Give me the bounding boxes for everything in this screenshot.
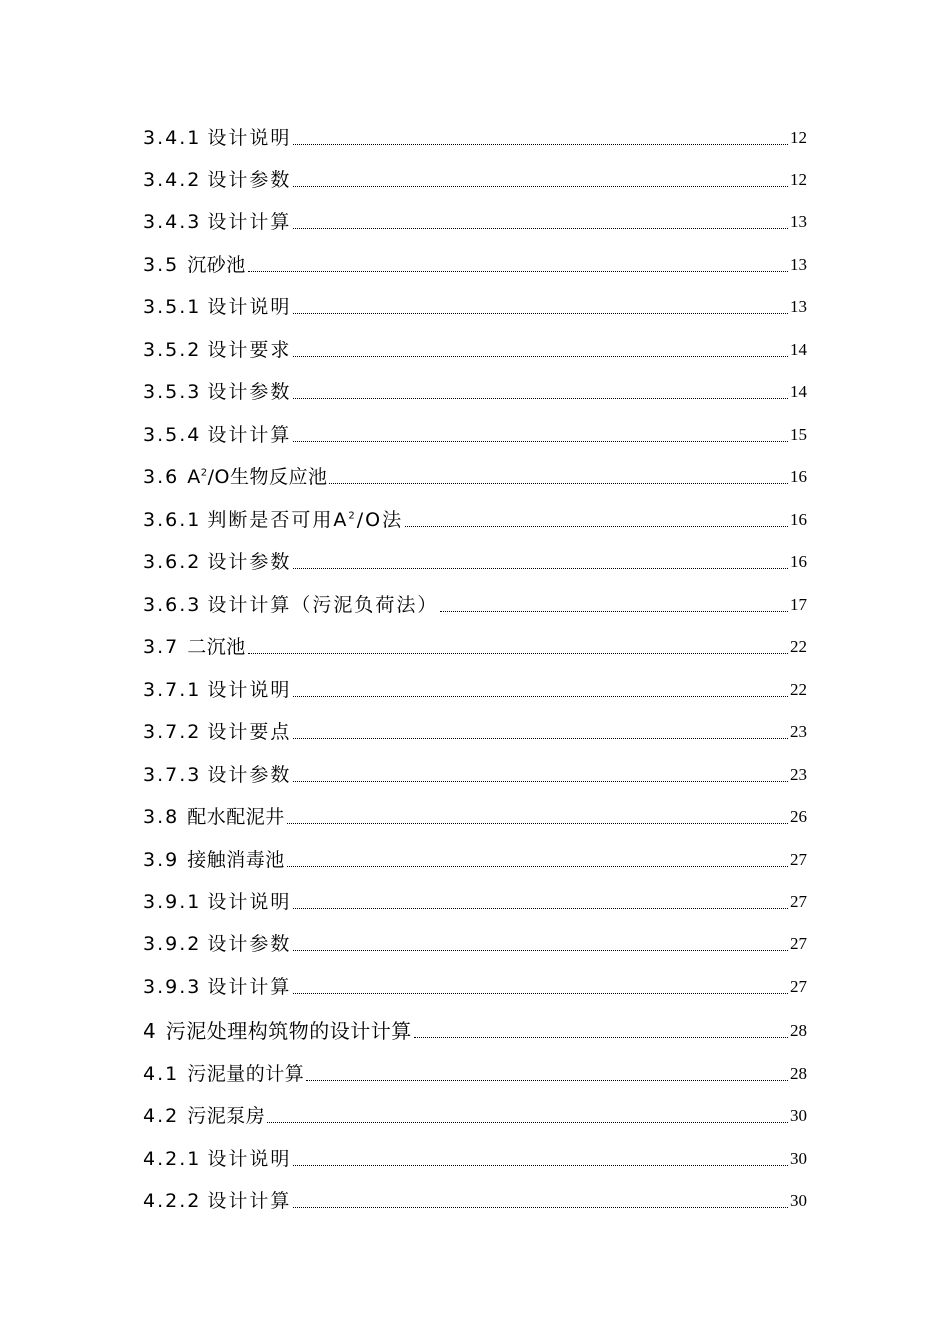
toc-entry-title <box>143 1102 265 1130</box>
toc-entry-title <box>143 718 291 746</box>
toc-entry-title <box>143 633 246 661</box>
toc-entry[interactable] <box>143 714 807 746</box>
toc-entry-page: 30 <box>790 1149 807 1168</box>
superscript-two: 2 <box>348 510 357 522</box>
toc-entry-text-prefix: A <box>187 466 201 488</box>
toc-entry[interactable] <box>143 162 807 194</box>
toc-entry-text: 设计参数 <box>207 764 292 786</box>
toc-entry-page: 27 <box>790 934 807 953</box>
toc-entry-text: 污泥量的计算 <box>187 1063 305 1085</box>
toc-entry-page: 27 <box>790 977 807 996</box>
toc-entry[interactable] <box>143 374 807 406</box>
toc-entry[interactable] <box>143 204 807 236</box>
dot-leader <box>405 526 788 527</box>
toc-entry-text: 设计说明 <box>207 891 292 913</box>
toc-entry-number: 3.7 <box>143 636 180 658</box>
dot-leader <box>248 653 788 654</box>
toc-entry[interactable] <box>143 799 807 831</box>
toc-entry-title <box>143 293 291 321</box>
dot-leader <box>293 738 788 739</box>
toc-entry-title <box>143 973 291 1001</box>
toc-entry-number: 4 <box>143 1019 158 1043</box>
toc-entry-text-prefix: 判断是否可用A <box>207 509 349 531</box>
toc-entry-number: 3.8 <box>143 806 180 828</box>
dot-leader <box>293 1165 788 1166</box>
toc-entry[interactable] <box>143 502 807 534</box>
toc-entry-number: 3.4.3 <box>143 211 202 233</box>
dot-leader <box>267 1122 788 1123</box>
dot-leader <box>248 271 788 272</box>
toc-entry-text: 设计参数 <box>207 933 292 955</box>
toc-entry-text: 设计要点 <box>207 721 292 743</box>
dot-leader <box>293 1207 788 1208</box>
toc-entry-text: 设计参数 <box>207 551 292 573</box>
toc-entry[interactable] <box>143 587 807 619</box>
toc-entry-text: 污泥处理构筑物的设计计算 <box>165 1019 412 1043</box>
toc-entry-text: 设计计算 <box>207 976 292 998</box>
toc-entry[interactable] <box>143 332 807 364</box>
toc-entry-page: 26 <box>790 807 807 826</box>
toc-entry-page: 22 <box>790 680 807 699</box>
toc-entry-title <box>143 378 291 406</box>
toc-entry[interactable] <box>143 672 807 704</box>
toc-entry-number: 3.5.3 <box>143 381 202 403</box>
toc-entry-text: 设计说明 <box>207 1148 292 1170</box>
toc-entry-title <box>143 803 285 831</box>
dot-leader <box>293 441 788 442</box>
toc-entry-title <box>143 591 438 619</box>
toc-entry-number: 3.7.1 <box>143 679 202 701</box>
toc-entry-number: 3.9.2 <box>143 933 202 955</box>
superscript-two: 2 <box>200 467 208 479</box>
toc-entry-title <box>143 251 246 279</box>
toc-entry-text: 设计说明 <box>207 679 292 701</box>
toc-entry-text: 设计说明 <box>207 296 292 318</box>
dot-leader <box>293 356 788 357</box>
dot-leader <box>293 398 788 399</box>
dot-leader <box>293 993 788 994</box>
toc-entry-text: 污泥泵房 <box>187 1105 266 1127</box>
toc-entry-number: 3.7.3 <box>143 764 202 786</box>
toc-entry-title <box>143 208 291 236</box>
toc-entry-number: 3.6.1 <box>143 509 202 531</box>
toc-entry-text: 设计计算 <box>207 1190 292 1212</box>
toc-entry-page: 14 <box>790 340 807 359</box>
toc-entry-number: 3.9.3 <box>143 976 202 998</box>
toc-entry-number: 3.6.2 <box>143 551 202 573</box>
toc-entry-page: 16 <box>790 467 807 486</box>
toc-entry-title <box>143 888 291 916</box>
toc-entry-text: 设计参数 <box>207 169 292 191</box>
toc-entry[interactable] <box>143 1056 807 1088</box>
toc-entry-title <box>143 1187 291 1215</box>
dot-leader <box>287 823 788 824</box>
dot-leader <box>329 483 788 484</box>
toc-entry-title <box>143 1060 304 1088</box>
toc-entry-number: 3.6 <box>143 466 180 488</box>
toc-entry-number: 3.5 <box>143 254 180 276</box>
dot-leader <box>293 313 788 314</box>
toc-entry-title <box>143 846 285 874</box>
toc-entry[interactable] <box>143 842 807 874</box>
toc-entry-page: 30 <box>790 1106 807 1125</box>
dot-leader <box>287 866 788 867</box>
toc-entry-number: 4.1 <box>143 1063 180 1085</box>
toc-entry-page: 13 <box>790 255 807 274</box>
toc-entry[interactable] <box>143 884 807 916</box>
toc-entry[interactable] <box>143 1013 807 1045</box>
toc-entry-number: 3.7.2 <box>143 721 202 743</box>
dot-leader <box>293 781 788 782</box>
toc-entry-text: 二沉池 <box>187 636 246 658</box>
toc-entry-title <box>143 548 291 576</box>
toc-entry-number: 3.9 <box>143 849 180 871</box>
toc-entry-text-suffix: /O法 <box>356 509 404 531</box>
toc-entry[interactable] <box>143 120 807 152</box>
dot-leader <box>440 611 788 612</box>
toc-entry-page: 30 <box>790 1191 807 1210</box>
toc-entry-page: 28 <box>790 1064 807 1083</box>
toc-entry-page: 13 <box>790 212 807 231</box>
toc-entry-page: 27 <box>790 892 807 911</box>
toc-entry-page: 28 <box>790 1021 807 1040</box>
toc-entry-number: 3.4.2 <box>143 169 202 191</box>
toc-entry-title <box>143 1017 412 1045</box>
toc-entry-page: 16 <box>790 552 807 571</box>
toc-entry-text: 设计计算 <box>207 211 292 233</box>
toc-entry-title <box>143 676 291 704</box>
toc-entry-page: 12 <box>790 128 807 147</box>
toc-entry[interactable] <box>143 1098 807 1130</box>
toc-entry-number: 3.6.3 <box>143 594 202 616</box>
toc-entry-title <box>143 166 291 194</box>
dot-leader <box>414 1037 788 1038</box>
toc-entry-title <box>143 506 403 534</box>
toc-entry-title <box>143 463 327 491</box>
toc-entry-page: 23 <box>790 765 807 784</box>
toc-entry-number: 4.2.1 <box>143 1148 202 1170</box>
toc-entry[interactable] <box>143 969 807 1001</box>
toc-entry-title <box>143 336 291 364</box>
toc-entry-text: 设计计算（污泥负荷法） <box>207 594 439 616</box>
toc-entry-number: 3.5.1 <box>143 296 202 318</box>
toc-entry-text: 接触消毒池 <box>187 849 285 871</box>
toc-entry[interactable] <box>143 1183 807 1215</box>
toc-entry[interactable] <box>143 926 807 958</box>
toc-entry-text: 配水配泥井 <box>187 806 285 828</box>
dot-leader <box>293 186 788 187</box>
toc-entry[interactable] <box>143 459 807 491</box>
toc-entry-page: 13 <box>790 297 807 316</box>
toc-entry-number: 3.9.1 <box>143 891 202 913</box>
toc-entry-page: 22 <box>790 637 807 656</box>
toc-entry-title <box>143 761 291 789</box>
toc-entry-page: 17 <box>790 595 807 614</box>
toc-entry-text: 设计参数 <box>207 381 292 403</box>
toc-entry[interactable] <box>143 417 807 449</box>
dot-leader <box>293 568 788 569</box>
toc-entry-page: 12 <box>790 170 807 189</box>
toc-entry-page: 16 <box>790 510 807 529</box>
dot-leader <box>293 950 788 951</box>
toc-entry-page: 15 <box>790 425 807 444</box>
toc-entry[interactable] <box>143 544 807 576</box>
dot-leader <box>293 908 788 909</box>
toc-entry-number: 4.2.2 <box>143 1190 202 1212</box>
toc-entry-number: 3.4.1 <box>143 127 202 149</box>
toc-entry-title <box>143 124 291 152</box>
toc-entry-text: 设计要求 <box>207 339 292 361</box>
toc-entry-number: 3.5.4 <box>143 424 202 446</box>
toc-entry[interactable] <box>143 247 807 279</box>
dot-leader <box>306 1080 788 1081</box>
toc-entry-number: 3.5.2 <box>143 339 202 361</box>
toc-entry-text: 沉砂池 <box>187 254 246 276</box>
toc-entry-text-suffix: /O生物反应池 <box>207 466 328 488</box>
toc-entry-title <box>143 1145 291 1173</box>
toc-entry-title <box>143 421 291 449</box>
toc-entry-page: 23 <box>790 722 807 741</box>
toc-entry[interactable] <box>143 1141 807 1173</box>
toc-entry-title <box>143 930 291 958</box>
toc-entry[interactable] <box>143 757 807 789</box>
toc-entry[interactable] <box>143 629 807 661</box>
dot-leader <box>293 696 788 697</box>
toc-entry[interactable] <box>143 289 807 321</box>
toc-entry-number: 4.2 <box>143 1105 180 1127</box>
toc-entry-page: 27 <box>790 850 807 869</box>
toc-entry-page: 14 <box>790 382 807 401</box>
toc-entry-text: 设计计算 <box>207 424 292 446</box>
toc-entry-text: 设计说明 <box>207 127 292 149</box>
dot-leader <box>293 144 788 145</box>
dot-leader <box>293 228 788 229</box>
